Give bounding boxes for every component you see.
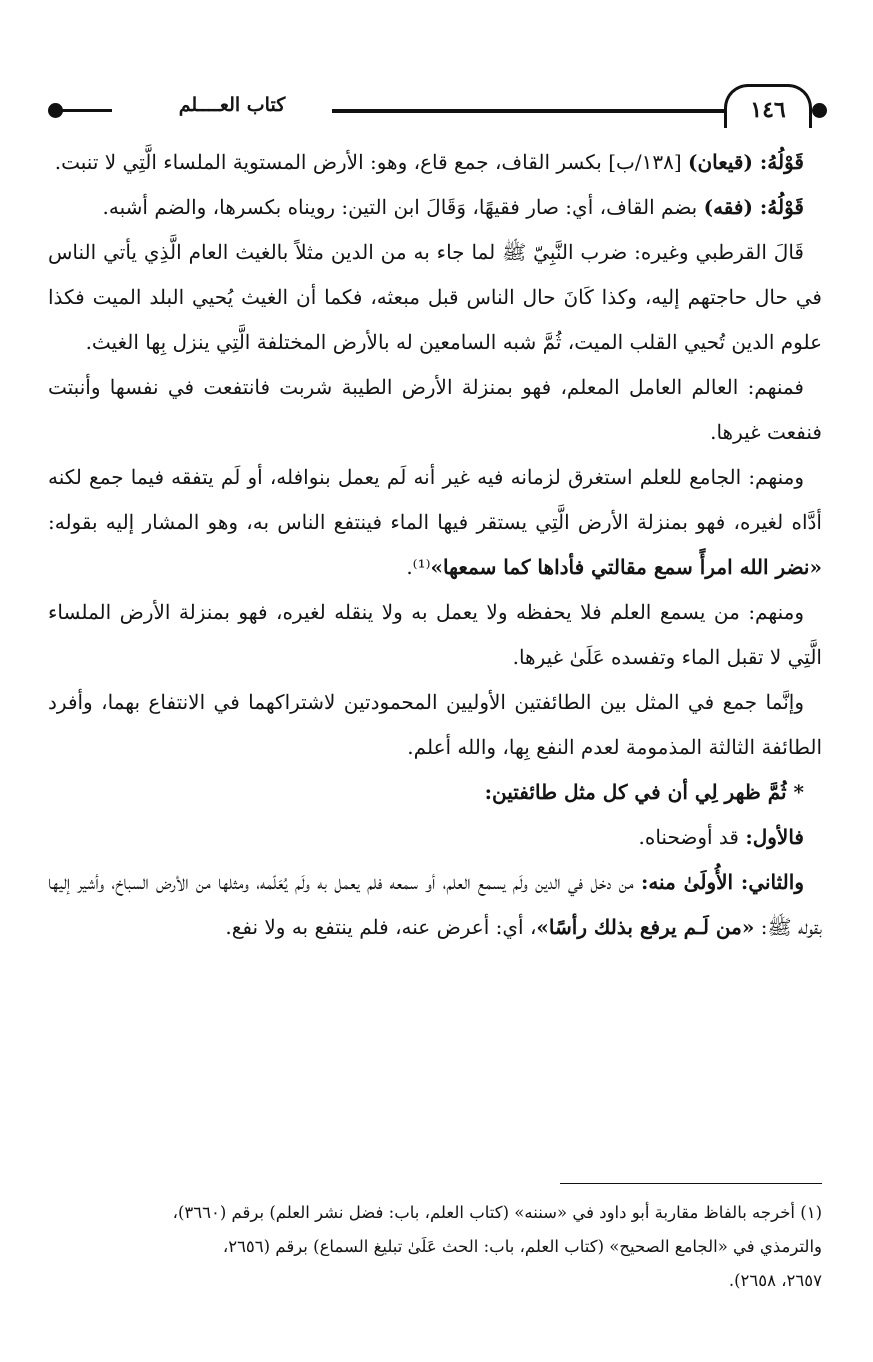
paragraph-second: [48, 860, 822, 950]
term-second: والثاني: الأُولَىٰ منه:: [640, 870, 804, 894]
paragraph-text: من دخل في الدين ولَم يسمع العلم، أو سمعه فلم يعمل به ولَم يُعَلّمه، ومثلها من الأرض السباخ، وأشير إليها بقوله ﷺ:: [48, 870, 822, 939]
footnote-line: (١) أخرجه بالفاظ مقاربة أبو داود في «سننه» (كتاب العلم، باب: فضل نشر العلم) برقم (٣٦٦٠)،: [172, 1203, 822, 1222]
footnote-line: والترمذي في «الجامع الصحيح» (كتاب العلم، باب: الحث عَلَىٰ تبليغ السماع) برقم (٢٦٥٦،: [222, 1237, 822, 1256]
hadith-quote: «نضر الله امرأً سمع مقالتي فأداها كما سمعها»: [430, 555, 822, 579]
paragraph-qurtubi: [48, 230, 822, 365]
paragraph-text: ومنهم: الجامع للعلم استغرق لزمانه فيه غير أنه لَم يعمل بنوافله، أو لَم يتفقه فيما جمع لكنه أدَّاه لغيره، فهو بمنزلة الأرض الَّتِي يستقر فيها الماء فينتفع الناس به، وهو المشار إليه بقوله:: [48, 465, 822, 534]
running-title: كتاب العــــلم: [178, 94, 286, 116]
page-header: [40, 80, 835, 132]
footnote-marker: ⁽¹⁾.: [406, 555, 431, 579]
page-number-frame: [724, 84, 812, 128]
section-heading: * ثُمَّ ظهر لِي أن في كل مثل طائفتين:: [484, 780, 804, 804]
header-left-rule: [60, 109, 112, 112]
paragraph-qiaan: [48, 140, 822, 185]
header-rule: [332, 109, 724, 113]
paragraph-first-group: [48, 365, 822, 455]
paragraph-second-group: [48, 455, 822, 590]
paragraph-first: [48, 815, 822, 860]
paragraph-fiqh: [48, 185, 822, 230]
term-qiaan: قَوْلُهُ: (قيعان): [687, 150, 804, 174]
hadith-quote: «من لَـم يرفع بذلك رأسًا»: [536, 915, 755, 939]
header-right-dot: [812, 103, 827, 118]
footnote-line: ٢٦٥٧، ٢٦٥٨).: [728, 1271, 822, 1290]
paragraph-third-group: [48, 590, 822, 680]
main-text: [48, 140, 822, 950]
paragraph-summary: [48, 680, 822, 770]
footnote-separator: [560, 1183, 822, 1184]
page-number: ١٤٦: [750, 97, 786, 123]
paragraph-text: قد أوضحناه.: [638, 825, 746, 849]
paragraph-text: قَالَ القرطبي وغيره: ضرب النَّبِيّ ﷺ لما جاء به من الدين مثلاً بالغيث العام الَّذِي يأتي الناس في حال حاجتهم إليه، وكذا كَانَ حال الناس قبل مبعثه، فكما أن الغيث يُحيي البلد الميت فكذا علوم الدين تُحيي القلب الميت، ثُمَّ شبه السامعين له بالأرض المختلفة الَّتِي ينزل بِها الغيث.: [48, 240, 822, 354]
paragraph-text: بضم القاف، أي: صار فقيهًا، وَقَالَ ابن التين: رويناه بكسرها، والضم أشبه.: [102, 195, 704, 219]
footnotes: [48, 1196, 822, 1298]
term-first: فالأول:: [745, 825, 804, 849]
paragraph-text: ومنهم: من يسمع العلم فلا يحفظه ولا يعمل به ولا ينقله لغيره، فهو بمنزلة الأرض الملساء الَّتِي لا تقبل الماء وتفسده عَلَىٰ غيرها.: [48, 600, 822, 669]
term-fiqh: قَوْلُهُ: (فقه): [703, 195, 804, 219]
paragraph-text: [١٣٨/ب] بكسر القاف، جمع قاع، وهو: الأرض المستوية الملساء الَّتِي لا تنبت.: [54, 150, 688, 174]
paragraph-text: ، أي: أعرض عنه، فلم ينتفع به ولا نفع.: [225, 915, 537, 939]
paragraph-text: وإنَّما جمع في المثل بين الطائفتين الأوليين المحمودتين لاشتراكهما في الانتفاع بهما، وأفرد الطائفة الثالثة المذمومة لعدم النفع بِها، والله أعلم.: [48, 690, 822, 759]
paragraph-text: فمنهم: العالم العامل المعلم، فهو بمنزلة الأرض الطيبة شربت فانتفعت في نفسها وأنبتت فنفعت غيرها.: [48, 375, 822, 444]
